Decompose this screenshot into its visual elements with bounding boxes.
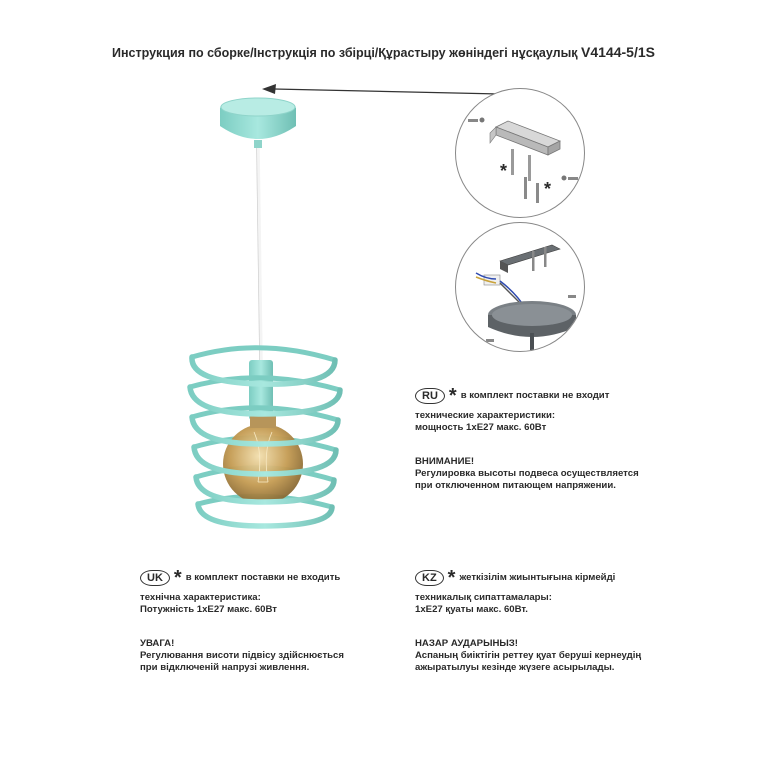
uk-not-included: в комплект поставки не входить [185,572,341,583]
model-code: V4144-5/1S [581,44,655,60]
ru-not-included: в комплект поставки не входит [460,390,610,401]
kz-badge: KZ [415,570,444,586]
uk-warning-line: при відключеній напрузі живлення. [140,662,310,673]
ru-info-block [415,385,639,492]
asterisk-icon: * [447,567,456,589]
kz-specs-heading: техникалық сипаттамалары: [415,592,552,603]
uk-info-block [140,567,344,674]
ru-warning-line: при отключенном питающем напряжении. [415,480,616,491]
title-text: Инструкция по сборке/Інструкція по збірці/Құрастыру жөніндегі нұсқаулық [112,46,578,60]
ru-warning-heading: ВНИМАНИЕ! [415,456,475,467]
ru-badge: RU [415,388,445,404]
asterisk-icon: * [448,385,457,407]
pendant-lamp-illustration [150,92,380,542]
asterisk-icon: * [173,567,182,589]
uk-badge: UK [140,570,170,586]
uk-warning-heading: УВАГА! [140,638,175,649]
kz-power: 1хЕ27 қуаты макс. 60Вт. [415,604,528,615]
kz-warning-heading: НАЗАР АУДАРЫНЫЗ! [415,638,518,649]
kz-not-included: жеткізілім жиынтығына кірмейді [459,572,616,583]
kz-warning-line: ажыратылуы кезінде жүзеге асырылады. [415,662,615,673]
ru-specs-heading: технические характеристики: [415,410,556,421]
kz-warning-line: Аспаның биіктігін реттеу қуат беруші кернеудің [415,650,642,661]
ru-power: мощность 1хЕ27 макс. 60Вт [415,422,547,433]
star-marker: * [500,161,508,181]
uk-specs-heading: технічна характеристика: [140,592,261,603]
ru-warning-line: Регулировка высоты подвеса осуществляется [415,468,639,479]
star-marker: * [544,179,552,199]
kz-info-block [415,567,642,674]
page-title [0,44,767,60]
wiring-detail-diagram [455,222,585,352]
bracket-detail-diagram [455,88,585,218]
uk-warning-line: Регулювання висоти підвісу здійснюється [140,650,344,661]
uk-power: Потужність 1хЕ27 макс. 60Вт [140,604,277,615]
